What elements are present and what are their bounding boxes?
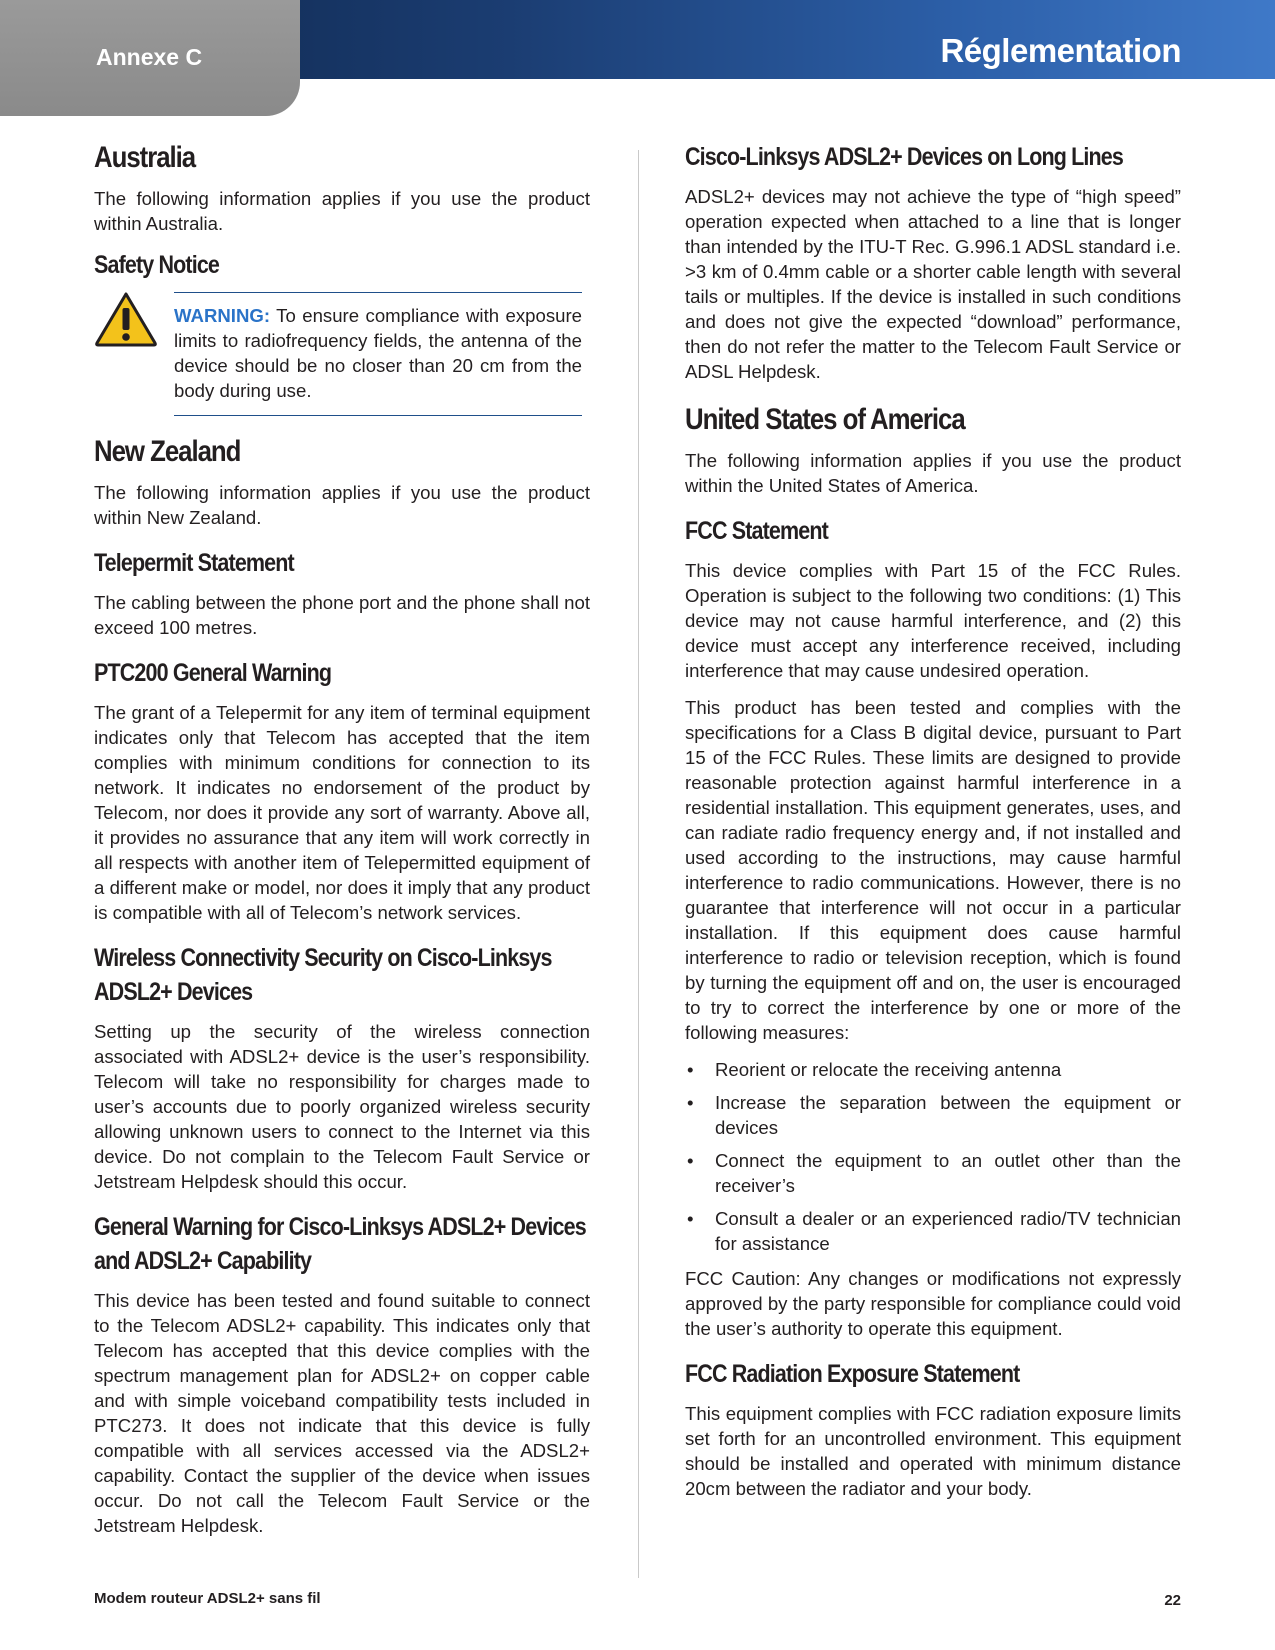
wireless-security-text: Setting up the security of the wireless connection associated with ADSL2+ device is the user’s responsibility. Telecom will take no responsibility for charges made to user’s accounts due to poorly organized wireless security allowing unknown users to connect to the Internet via this device. Do not complain to the Telecom Fault Service or Jetstream Helpdesk should this occur.: [94, 1021, 590, 1192]
fcc-caution: FCC Caution: Any changes or modifications not expressly approved by the party responsible for compliance could void the user’s authority to operate this equipment.: [685, 1268, 1181, 1339]
fcc-radiation-heading: FCC Radiation Exposure Statement: [685, 1360, 1020, 1388]
new-zealand-intro: The following information applies if you use the product within New Zealand.: [94, 482, 590, 528]
left-column: [94, 140, 590, 1550]
fcc-statement-heading: FCC Statement: [685, 517, 828, 545]
australia-intro: The following information applies if you use the product within Australia.: [94, 188, 590, 234]
section-label: Annexe C: [96, 44, 203, 70]
wireless-security-heading: Wireless Connectivity Security on Cisco-Linksys ADSL2+ Devices: [94, 944, 552, 1006]
general-warning-heading: General Warning for Cisco-Linksys ADSL2+ Devices and ADSL2+ Capability: [94, 1213, 586, 1275]
ptc200-text: The grant of a Telepermit for any item of terminal equipment indicates only that Telecom has accepted that the item complies with minimum conditions for connection to its network. It indicates no endorsement of the product by Telecom, nor does it provide any sort of warranty. Above all, it provides no assurance that any item will work correctly in all respects with another item of Telepermitted equipment of a different make or model, nor does it imply that any product is compatible with all of Telecom’s network services.: [94, 702, 590, 923]
new-zealand-heading: New Zealand: [94, 435, 241, 468]
safety-notice-heading: Safety Notice: [94, 251, 220, 279]
fcc-measures-list: [685, 1057, 1181, 1256]
list-item: • Reorient or relocate the receiving antenna: [687, 1059, 1062, 1080]
header-section-tab: [0, 0, 300, 116]
long-lines-heading: Cisco-Linksys ADSL2+ Devices on Long Lines: [685, 143, 1124, 171]
telepermit-text: The cabling between the phone port and the phone shall not exceed 100 metres.: [94, 592, 590, 638]
fcc-paragraph-2: This product has been tested and complies with the specifications for a Class B digital device, pursuant to Part 15 of the FCC Rules. These limits are designed to provide reasonable protection against harmful interference in a residential installation. This equipment generates, uses, and can radiate radio frequency energy and, if not installed and used according to the instructions, may cause harmful interference to radio communications. However, there is no guarantee that interference will not occur in a particular installation. If this equipment does cause harmful interference to radio or television reception, which is found by turning the equipment off and on, the user is encouraged to try to correct the interference by one or more of the following measures:: [685, 697, 1181, 1043]
list-item: • Consult a dealer or an experienced radio/TV technician for assistance: [687, 1208, 1181, 1254]
warning-body: To ensure compliance with exposure limits to radiofrequency fields, the antenna of the device should be no closer than 20 cm from the body during use.: [174, 305, 582, 401]
usa-heading: United States of America: [685, 403, 965, 436]
bullet-icon: •: [687, 1059, 694, 1080]
right-column: [685, 140, 1181, 1513]
bullet-icon: •: [687, 1150, 694, 1171]
bullet-icon: •: [687, 1208, 694, 1229]
footer-product-name: Modem routeur ADSL2+ sans fil: [94, 1590, 321, 1607]
ptc200-heading: PTC200 General Warning: [94, 659, 332, 687]
column-divider: [638, 150, 639, 1578]
fcc-paragraph-1: This device complies with Part 15 of the FCC Rules. Operation is subject to the following two conditions: (1) This device may not cause harmful interference, and (2) this device must accept any interference received, including interference that may cause undesired operation.: [685, 560, 1181, 681]
list-item: • Connect the equipment to an outlet other than the receiver’s: [687, 1150, 1181, 1196]
page-title: Réglementation: [940, 32, 1181, 69]
warning-text: [174, 303, 582, 403]
bullet-icon: •: [687, 1092, 694, 1113]
long-lines-text: ADSL2+ devices may not achieve the type of “high speed” operation expected when attached to a line that is longer than intended by the ITU-T Rec. G.996.1 ADSL standard i.e. >3 km of 0.4mm cable or a shorter cable length with several tails or multiples. If the device is installed in such conditions and does not give the expected “download” performance, then do not refer the matter to the Telecom Fault Service or ADSL Helpdesk.: [685, 186, 1181, 382]
telepermit-heading: Telepermit Statement: [94, 549, 294, 577]
warning-label: WARNING:: [174, 305, 271, 326]
australia-heading: Australia: [94, 141, 196, 174]
usa-intro: The following information applies if you use the product within the United States of America.: [685, 450, 1181, 496]
fcc-radiation-text: This equipment complies with FCC radiation exposure limits set forth for an uncontrolled environment. This equipment should be installed and operated with minimum distance 20cm between the radiator and your body.: [685, 1403, 1181, 1499]
page-number: 22: [1164, 1592, 1181, 1609]
list-item: • Increase the separation between the equipment or devices: [687, 1092, 1181, 1138]
warning-box: [174, 292, 582, 416]
warning-icon: [94, 291, 158, 347]
general-warning-text: This device has been tested and found suitable to connect to the Telecom ADSL2+ capability. This indicates only that Telecom has accepted that this device complies with the spectrum management plan for ADSL2+ on copper cable and with simple voiceband compatibility tests included in PTC273. It does not indicate that this device is fully compatible with all services accessed via the ADSL2+ capability. Contact the supplier of the device when issues occur. Do not call the Telecom Fault Service or the Jetstream Helpdesk.: [94, 1290, 590, 1536]
